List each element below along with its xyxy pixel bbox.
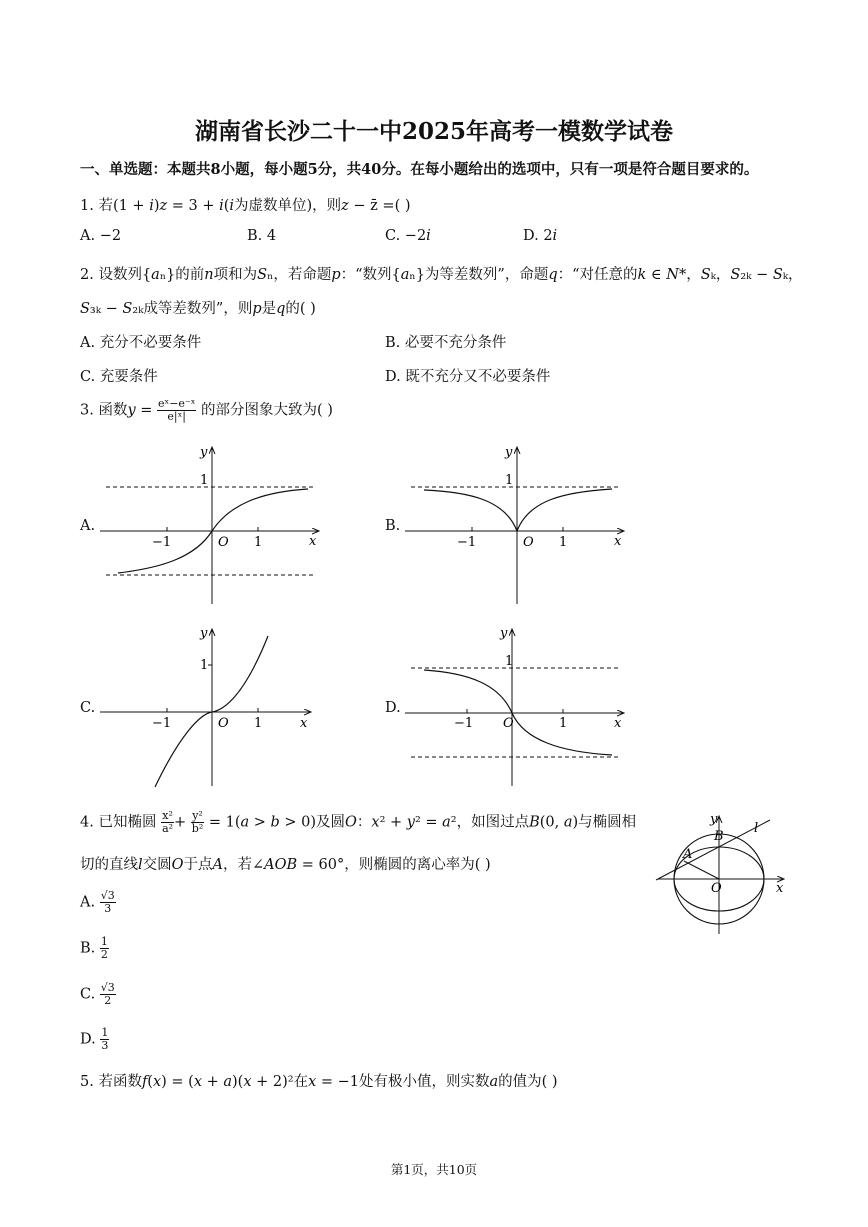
graph-a [100,445,318,604]
q4-option-c-fraction [100,982,116,1007]
q4-option-d-label: D. [80,1031,96,1048]
q4-fraction-y [191,810,204,835]
q3-graph-c-label: C. [80,700,96,716]
q4-option-c-den: 2 [104,994,112,1007]
page-title: 湖南省长沙二十一中2025年高考一模数学试卷 [194,118,673,145]
graph-b [405,445,623,604]
q1-option-b: B. 4 [247,228,277,244]
graph-c-origin: O [218,716,229,731]
graph-b-neg1: −1 [457,535,477,550]
q4-option-a-fraction [100,890,116,915]
q4-fraction-y-den: b² [191,822,204,835]
q4-option-b-fraction [100,936,109,961]
q4-option-b [80,936,109,961]
q4-y-label: y [710,812,718,827]
q3-fraction-denominator: e|ˣ| [167,410,186,423]
graph-b-y-label: y [505,445,513,460]
graph-b-one: 1 [559,535,568,550]
graph-d [405,626,623,786]
q4-option-c-label: C. [80,986,96,1003]
q4-l-label: l [754,821,759,836]
q4-segment-oa [684,861,719,879]
graph-d-y-label: y [500,626,508,641]
q4-option-d-fraction [100,1027,109,1052]
question-5-stem: 5. 若函数𝑓(𝑥) = (𝑥 + 𝑎)(𝑥 + 2)²在𝑥 = −1处有极小值，则实数𝑎的值为( ) [80,1074,558,1090]
graph-b-curve [424,489,612,531]
q2-option-a: A. 充分不必要条件 [80,335,202,351]
q3-graph-d-label: D. [385,700,401,716]
graph-a-y-tick: 1 [200,473,209,488]
q2-option-c: C. 充要条件 [80,369,158,385]
q3-graph-a-label: A. [80,518,96,534]
graph-c-y-label: y [200,626,208,641]
q4-option-c-num: √3 [100,981,115,994]
graph-c-one: 1 [254,716,263,731]
q4-b-label: B [714,829,724,844]
page-footer: 第1页，共10页 [390,1162,478,1177]
graph-d-one: 1 [559,716,568,731]
q4-option-d-num: 1 [101,1026,109,1039]
q4-fraction-x-num: x² [162,809,173,822]
graph-a-y-label: y [200,445,208,460]
q4-option-c [80,982,116,1007]
question-2-stem-line2: 𝑆₃ₖ − 𝑆₂ₖ成等差数列”，则𝑝是𝑞的( ) [80,301,316,317]
graph-b-y-tick: 1 [505,473,514,488]
question-1-stem: 1. 若(1 + 𝑖)𝑧 = 3 + 𝑖(𝑖为虚数单位)，则𝑧 − z̄ =( ) [80,198,411,214]
graph-c [100,626,310,787]
q3-graph-b-label: B. [385,518,401,534]
graph-c-y-tick: 1 [200,658,209,673]
question-2-stem-line1: 2. 设数列{𝑎ₙ}的前𝑛项和为𝑆ₙ，若命题𝑝：“数列{𝑎ₙ}为等差数列”，命题𝑞：“对任意的𝑘 ∈ 𝑁*，𝑆ₖ，𝑆₂ₖ − 𝑆ₖ， [80,267,803,283]
graph-a-x-label: x [309,534,317,549]
q1-option-d: D. 2𝑖 [523,228,558,244]
q4-o-label: O [711,881,722,896]
q4-fraction-y-num: y² [192,809,203,822]
q4-option-d-den: 3 [101,1039,109,1052]
q4-fraction-x [161,810,174,835]
graph-d-origin: O [503,716,514,731]
graph-d-x-label: x [614,716,622,731]
graph-d-y-tick: 1 [505,654,514,669]
q4-option-b-den: 2 [100,948,108,961]
graph-d-neg1: −1 [454,716,474,731]
q1-option-a: A. −2 [80,228,122,244]
q4-option-a-den: 3 [104,902,112,915]
graph-b-x-label: x [614,534,622,549]
q4-suffix: = 1(𝑎 > 𝑏 > 0)及圆𝑂：𝑥² + 𝑦² = 𝑎²，如图过点𝐵(0, 𝑎)与椭圆相 [208,814,637,831]
graph-a-one: 1 [254,535,263,550]
q4-option-b-label: B. [80,940,96,957]
graph-c-x-label: x [300,716,308,731]
q3-fraction-numerator: eˣ−e⁻ˣ [158,397,196,410]
q2-option-d: D. 既不充分又不必要条件 [385,369,551,385]
graph-a-origin: O [218,535,229,550]
question-4-stem-line2: 切的直线𝑙交圆𝑂于点𝐴，若∠𝐴𝑂𝐵 = 60°，则椭圆的离心率为( ) [80,857,491,873]
q4-option-a-num: √3 [100,889,115,902]
question-4-stem-line1: 4. 已知椭圆 $\frac{\text{x²}}{\text{a²}}$ + $\frac{\text{y²}}{\text{b²}}$ = 1(𝑎 > 𝑏 > 0)及圆𝑂：𝑥² + 𝑦² = 𝑎²，如图过点𝐵(0, 𝑎)与椭圆相 [80,809,637,835]
q3-stem-prefix: 3. 函数𝑦 = [80,402,153,419]
q4-prefix: 4. 已知椭圆 [80,814,157,831]
graph-c-neg1: −1 [152,716,172,731]
q4-fraction-x-den: a² [162,822,174,835]
section-heading: 一、单选题：本题共8小题，每小题5分，共40分。在每小题给出的选项中，只有一项是符合题目要求的。 [80,161,759,178]
q4-option-d [80,1027,109,1052]
q2-option-b: B. 必要不充分条件 [385,335,507,351]
q4-option-a [80,890,116,915]
q1-option-c: C. −2𝑖 [385,228,431,244]
q4-option-a-label: A. [80,894,96,911]
q4-a-label: A [683,847,693,862]
q4-x-label: x [776,881,784,896]
q3-stem-suffix: 的部分图象大致为( ) [201,402,333,419]
graph-b-origin: O [523,535,534,550]
q4-ellipse-figure [656,812,784,934]
q4-option-b-num: 1 [100,935,108,948]
graph-a-neg1: −1 [152,535,172,550]
